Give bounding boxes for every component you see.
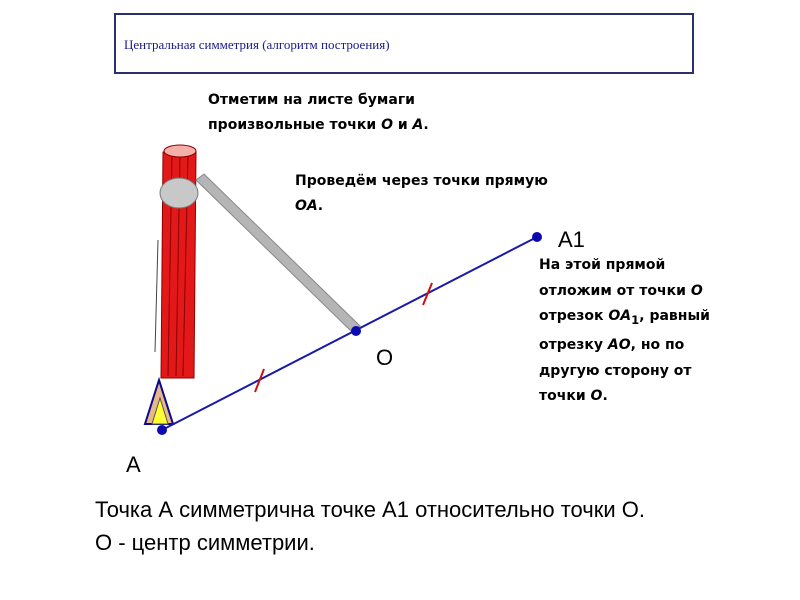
label-A: A xyxy=(126,452,141,477)
step3-line4 xyxy=(539,333,710,359)
step1-line2 xyxy=(208,113,429,138)
step3-subscript: 1 xyxy=(631,312,640,327)
step3-segment-AO: АО xyxy=(607,337,631,354)
step3-note xyxy=(539,253,710,410)
step3-text: отрезок xyxy=(539,308,609,324)
step3-point-O: О xyxy=(690,282,703,299)
step2-line2 xyxy=(295,194,548,219)
step3-text: отрезку xyxy=(539,337,608,354)
step3-text: точки xyxy=(539,388,591,405)
step3-line5: другую сторону от xyxy=(539,362,692,379)
conclusion-line1: Точка А симметрична точке А1 относительно точки О. xyxy=(95,497,645,522)
step3-text: , равный xyxy=(639,308,710,324)
step3-segment-OA1: ОА xyxy=(608,308,632,324)
step3-line2 xyxy=(539,279,710,305)
step2-note xyxy=(295,169,548,219)
conclusion xyxy=(95,493,645,559)
step2-line-OA: ОА xyxy=(295,198,318,214)
step2-line1: Проведём через точки прямую xyxy=(295,173,548,189)
conclusion-line2: О - центр симметрии. xyxy=(95,530,315,555)
step3-line3 xyxy=(539,304,710,333)
line-A-A1 xyxy=(162,237,537,430)
step3-text: , но по xyxy=(630,337,685,354)
pencil-top xyxy=(164,145,196,157)
step3-line6 xyxy=(539,384,710,410)
point-A1 xyxy=(532,232,542,242)
step3-end: . xyxy=(602,388,608,405)
step1-text: произвольные точки xyxy=(208,117,382,133)
pencil-edge-line xyxy=(155,240,158,352)
step2-end: . xyxy=(317,198,324,214)
step1-line1: Отметим на листе бумаги xyxy=(208,92,415,108)
point-A xyxy=(157,425,167,435)
needle-head xyxy=(160,178,198,208)
point-O xyxy=(351,326,361,336)
step3-point-O: О xyxy=(590,388,603,405)
step3-line1: На этой прямой xyxy=(539,257,666,273)
step1-note xyxy=(208,88,429,138)
step1-point-O: О xyxy=(381,117,393,133)
label-A1: A1 xyxy=(558,227,585,252)
slide-title: Центральная симметрия (алгоритм построения) xyxy=(124,37,390,52)
step1-end: . xyxy=(423,117,429,133)
step1-and: и xyxy=(392,117,413,133)
step3-text: отложим от точки xyxy=(539,282,691,299)
step1-point-A: А xyxy=(412,117,424,133)
label-O: O xyxy=(376,345,394,370)
